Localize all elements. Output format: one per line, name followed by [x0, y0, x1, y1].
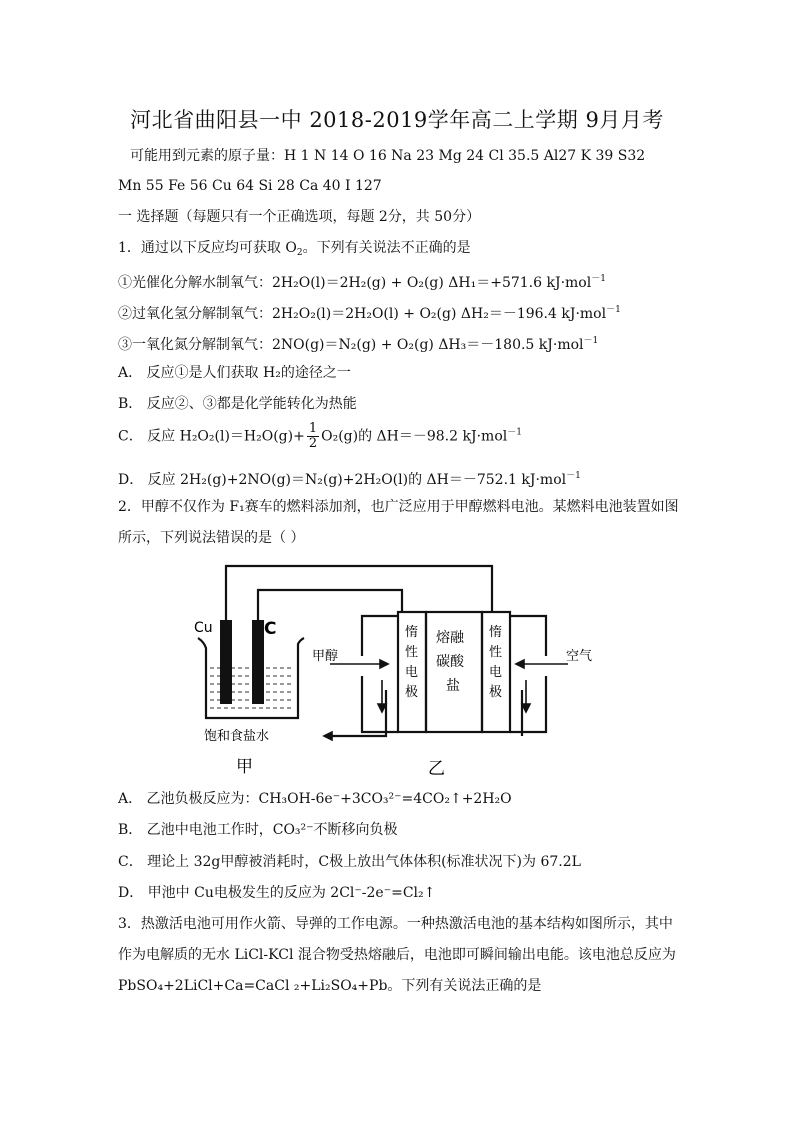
q1-option-a: A． 反应①是人们获取 H₂的途径之一 — [118, 365, 351, 381]
beaker-label: 饱和食盐水 — [204, 729, 270, 744]
q1-reaction-2 — [118, 300, 621, 324]
q2-option-d: D． 甲池中 Cu电极发生的反应为 2Cl⁻-2e⁻=Cl₂↑ — [118, 885, 436, 901]
methanol-label: 甲醇 — [312, 649, 339, 664]
right-electrode-char-2: 性 — [489, 645, 503, 660]
cu-label: Cu — [194, 620, 213, 636]
wire-outer — [226, 566, 492, 622]
c-electrode-rod — [252, 620, 264, 704]
fraction-denominator: 2 — [308, 436, 318, 451]
q1-option-d — [118, 466, 581, 490]
electrolyte-line-2: 碳酸 — [436, 654, 464, 670]
atomic-masses-line-2: Mn 55 Fe 56 Cu 64 Si 28 Ca 40 I 127 — [118, 178, 382, 194]
q1-stem-sub: 2 — [296, 248, 303, 258]
methanol-arrow-head — [380, 660, 388, 668]
right-electrode-char-3: 电 — [489, 665, 503, 680]
q1-option-b: B． 反应②、③都是化学能转化为热能 — [118, 396, 357, 412]
left-electrode-char-4: 极 — [405, 685, 419, 700]
q2-stem-line-2: 所示，下列说法错误的是（ ） — [118, 530, 305, 546]
air-arrow-head — [516, 660, 524, 668]
q1-option-c-pre: C． 反应 H₂O₂(l)＝H₂O(g)+ — [118, 428, 305, 445]
air-label: 空气 — [566, 649, 593, 664]
q1-stem-pre: 1．通过以下反应均可获取 O — [118, 240, 297, 256]
section-heading: 一 选择题（每题只有一个正确选项，每题 2分，共 50分） — [118, 209, 481, 225]
q3-line-3: PbSO₄+2LiCl+Ca=CaCl ₂+Li₂SO₄+Pb。下列有关说法正确的是 — [118, 978, 542, 994]
beaker — [198, 638, 304, 718]
right-exhaust-arrow-head — [522, 704, 530, 712]
right-chamber-top — [510, 616, 546, 656]
fraction-one-half — [307, 422, 319, 451]
q1-option-d-text: D． 反应 2H₂(g)+2NO(g)＝N₂(g)+2H₂O(l)的 ΔH＝－752.1 kJ·mol — [118, 472, 567, 488]
q3-line-2: 作为电解质的无水 LiCl-KCl 混合物受热熔融后，电池即可瞬间输出电能。该电池总反应为 — [118, 947, 676, 963]
q1-reaction-3-sup: －1 — [583, 336, 599, 346]
left-chamber-top — [362, 616, 398, 656]
left-electrode-char-3: 电 — [405, 665, 419, 680]
fraction-numerator: 1 — [308, 421, 318, 436]
wire-inner — [258, 590, 402, 622]
electrolyte-line-3: 盐 — [446, 678, 460, 694]
q1-reaction-1 — [118, 269, 606, 293]
q1-stem — [118, 238, 471, 263]
q1-reaction-3-text: ③一氧化氮分解制氧气：2NO(g)＝N₂(g) + O₂(g) ΔH₃＝－180.5 kJ·mol — [118, 337, 584, 353]
jia-label: 甲 — [236, 757, 253, 777]
q2-option-b: B． 乙池中电池工作时，CO₃²⁻不断移向负极 — [118, 822, 398, 838]
q1-reaction-1-text: ①光催化分解水制氧气：2H₂O(l)＝2H₂(g) + O₂(g) ΔH₁＝+571.6 kJ·mol — [118, 275, 592, 291]
right-electrode-char-1: 惰 — [489, 625, 503, 640]
q1-stem-post: 。下列有关说法不正确的是 — [302, 240, 471, 256]
q1-reaction-3 — [118, 331, 598, 355]
cu-electrode-rod — [220, 620, 232, 704]
q2-stem-line-1: 2．甲醇不仅作为 F₁赛车的燃料添加剂，也广泛应用于甲醇燃料电池。某燃料电池装置如图 — [118, 499, 679, 515]
left-exhaust-arrow-head — [378, 704, 386, 712]
q1-reaction-1-sup: －1 — [591, 274, 606, 284]
page-title: 河北省曲阳县一中 2018-2019学年高二上学期 9月月考 — [130, 108, 664, 132]
q1-option-c-post: O₂(g)的 ΔH＝－98.2 kJ·mol — [321, 428, 508, 445]
q2-option-c: C． 理论上 32g甲醇被消耗时，C极上放出气体体积(标准状况下)为 67.2L — [118, 854, 581, 870]
left-electrode-char-2: 性 — [405, 645, 419, 660]
electrolyte-line-1: 熔融 — [436, 630, 464, 646]
exhaust-left-line — [326, 690, 386, 736]
yi-label: 乙 — [428, 759, 445, 779]
q3-line-1: 3．热激活电池可用作火箭、导弹的工作电源。一种热激活电池的基本结构如图所示，其中 — [118, 916, 673, 932]
c-label: C — [264, 619, 277, 639]
right-electrode-char-4: 极 — [489, 685, 503, 700]
fuel-cell-diagram — [190, 560, 600, 780]
atomic-masses-line-1: 可能用到元素的原子量：H 1 N 14 O 16 Na 23 Mg 24 Cl 35.5 Al27 K 39 S32 — [130, 148, 646, 164]
q1-reaction-2-text: ②过氧化氢分解制氧气：2H₂O₂(l)＝2H₂O(l) + O₂(g) ΔH₂＝－196.4 kJ·mol — [118, 306, 607, 322]
q1-option-c-sup: －1 — [507, 427, 522, 438]
left-electrode-char-1: 惰 — [405, 625, 419, 640]
q1-option-c — [118, 422, 522, 451]
q1-option-d-sup: －1 — [566, 471, 581, 481]
q2-option-a: A． 乙池负极反应为：CH₃OH-6e⁻+3CO₃²⁻=4CO₂↑+2H₂O — [118, 791, 512, 807]
q1-reaction-2-sup: －1 — [606, 305, 621, 315]
bottom-exhaust-arrow-head — [324, 732, 332, 740]
